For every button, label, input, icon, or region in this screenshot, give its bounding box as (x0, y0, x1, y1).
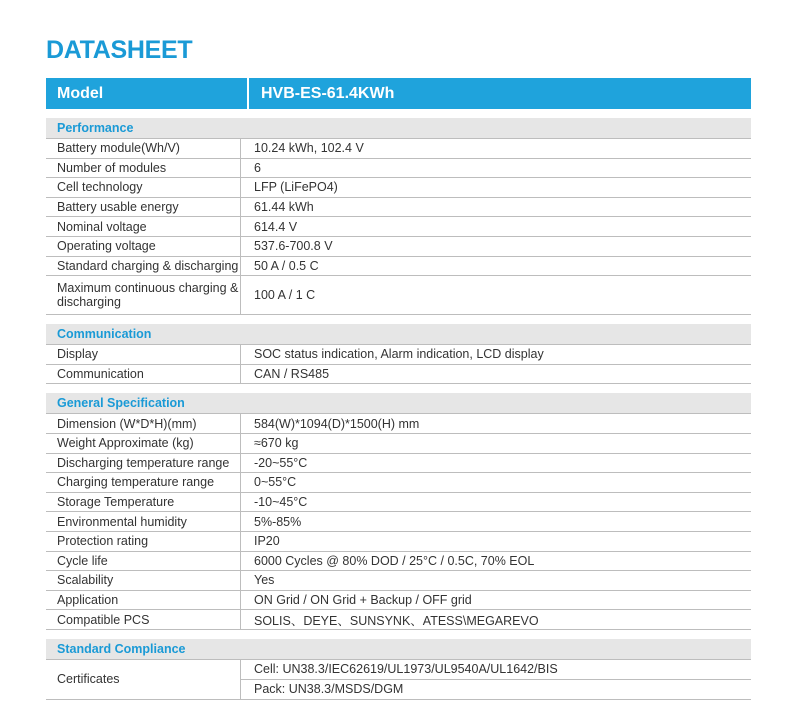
row-value: 584(W)*1094(D)*1500(H) mm (254, 416, 420, 431)
row-value: 614.4 V (254, 219, 298, 234)
certificates-row (46, 660, 751, 700)
table-row (46, 493, 751, 513)
table-row (46, 237, 751, 257)
table-row (46, 217, 751, 237)
row-label: Dimension (W*D*H)(mm) (46, 414, 241, 433)
table-row (46, 414, 751, 434)
row-label: Battery usable energy (46, 198, 241, 217)
table-row (46, 591, 751, 611)
table-row (46, 610, 751, 630)
table-row (46, 276, 751, 315)
row-label: Protection rating (46, 532, 241, 551)
row-label: Standard charging & discharging (46, 257, 241, 276)
table-row (46, 139, 751, 159)
row-value: Yes (254, 573, 275, 588)
table-row (46, 198, 751, 218)
row-label: Number of modules (46, 159, 241, 178)
row-value: 61.44 kWh (254, 200, 314, 215)
table-row (46, 159, 751, 179)
row-label: Cell technology (46, 178, 241, 197)
row-value: -20~55°C (254, 455, 308, 470)
row-value: -10~45°C (254, 495, 308, 510)
row-value: 6 (254, 160, 261, 175)
row-value: 0~55°C (254, 475, 297, 490)
section-performance: Performance (46, 118, 751, 139)
row-label: Charging temperature range (46, 473, 241, 492)
row-label: Storage Temperature (46, 493, 241, 512)
row-label: Certificates (46, 660, 241, 699)
row-label: Weight Approximate (kg) (46, 434, 241, 453)
model-label: Model (46, 78, 249, 109)
general-rows (46, 414, 751, 630)
pack-certificates: Pack: UN38.3/MSDS/DGM (241, 679, 751, 699)
model-value: HVB-ES-61.4KWh (261, 84, 395, 102)
table-row (46, 571, 751, 591)
table-row (46, 257, 751, 277)
row-label: Battery module(Wh/V) (46, 139, 241, 158)
row-label: Operating voltage (46, 237, 241, 256)
row-value: 10.24 kWh, 102.4 V (254, 141, 364, 156)
table-row (46, 178, 751, 198)
row-value: 6000 Cycles @ 80% DOD / 25°C / 0.5C, 70% EOL (254, 553, 535, 568)
table-row (46, 552, 751, 572)
model-header-row (46, 78, 751, 109)
row-label: Maximum continuous charging & discharging (46, 276, 241, 314)
row-value: 5%-85% (254, 514, 302, 529)
row-value: CAN / RS485 (254, 367, 330, 382)
row-label: Discharging temperature range (46, 454, 241, 473)
row-value: SOLIS、DEYE、SUNSYNK、ATESS\MEGAREVO (254, 613, 539, 628)
communication-rows (46, 345, 751, 384)
row-value: 537.6-700.8 V (254, 239, 333, 254)
section-general-specification: General Specification (46, 393, 751, 414)
section-communication: Communication (46, 324, 751, 345)
table-row (46, 345, 751, 365)
row-value: IP20 (254, 534, 280, 549)
row-value: SOC status indication, Alarm indication, LCD display (254, 347, 544, 362)
table-row (46, 473, 751, 493)
row-value: LFP (LiFePO4) (254, 180, 338, 195)
certificates-values (241, 660, 751, 699)
page-title: DATASHEET (46, 36, 193, 64)
row-value: 50 A / 0.5 C (254, 258, 319, 273)
row-label: Scalability (46, 571, 241, 590)
row-value: ≈670 kg (254, 436, 299, 451)
row-label: Nominal voltage (46, 217, 241, 236)
row-label: Cycle life (46, 552, 241, 571)
section-standard-compliance: Standard Compliance (46, 639, 751, 660)
row-value: 100 A / 1 C (254, 288, 316, 303)
row-label: Application (46, 591, 241, 610)
row-label: Display (46, 345, 241, 364)
row-label: Environmental humidity (46, 512, 241, 531)
table-row (46, 512, 751, 532)
performance-rows (46, 139, 751, 315)
row-value: ON Grid / ON Grid + Backup / OFF grid (254, 592, 472, 607)
row-label: Compatible PCS (46, 610, 241, 629)
datasheet-table (46, 78, 751, 700)
table-row (46, 434, 751, 454)
table-row (46, 365, 751, 385)
table-row (46, 454, 751, 474)
row-label: Communication (46, 365, 241, 384)
cell-certificates: Cell: UN38.3/IEC62619/UL1973/UL9540A/UL1642/BIS (254, 662, 558, 677)
table-row (46, 532, 751, 552)
